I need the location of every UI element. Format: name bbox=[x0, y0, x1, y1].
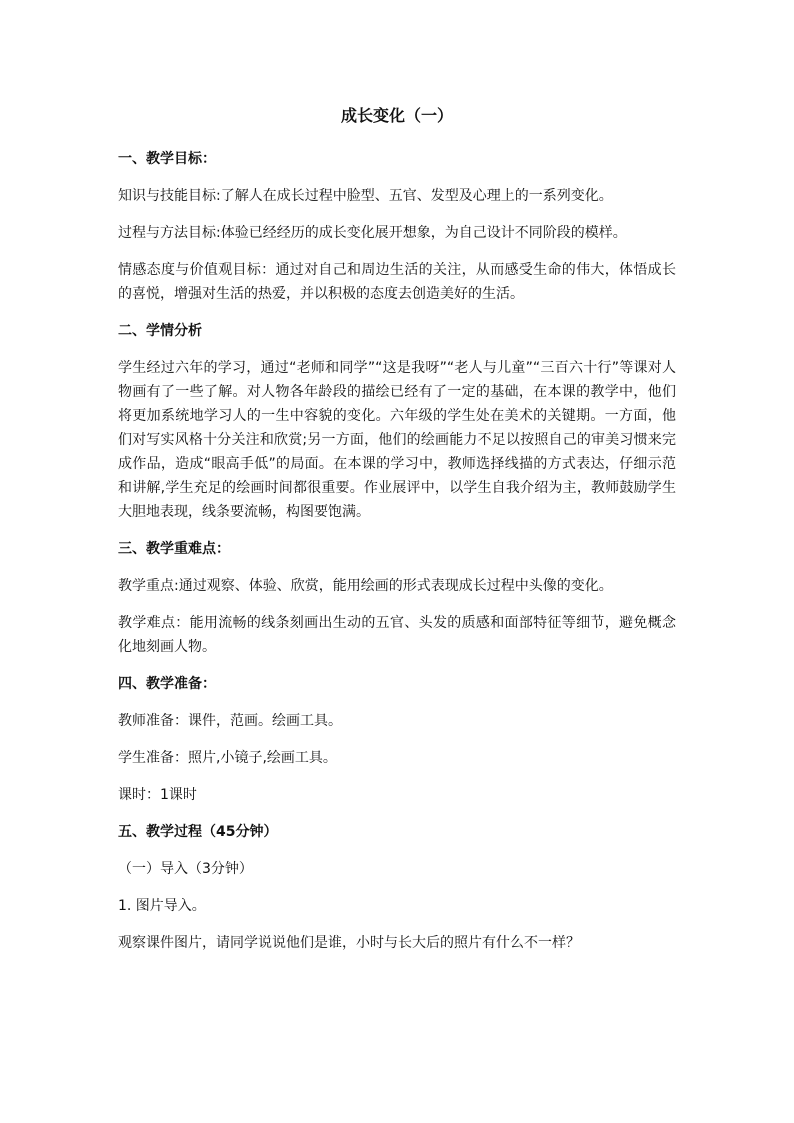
document-title: 成长变化（一） bbox=[340, 106, 453, 125]
class-hours: 课时：1课时 bbox=[118, 787, 197, 803]
process-step-1: 1. 图片导入。 bbox=[118, 898, 206, 914]
teacher-preparation: 教师准备：课件，范画。绘画工具。 bbox=[118, 713, 342, 729]
difficult-point: 教学难点：能用流畅的线条刻画出生动的五官、头发的质感和面部特征等细节，避免概念化地刻画人物。 bbox=[118, 615, 676, 655]
section-heading-objectives: 一、教学目标： bbox=[118, 151, 216, 167]
process-step-1-detail: 观察课件图片，请同学说说他们是谁，小时与长大后的照片有什么不一样？ bbox=[118, 935, 580, 951]
objective-process: 过程与方法目标:体验已经经历的成长变化展开想象，为自己设计不同阶段的模样。 bbox=[118, 225, 627, 241]
key-point: 教学重点:通过观察、体验、欣赏，能用绘画的形式表现成长过程中头像的变化。 bbox=[118, 578, 613, 594]
section-heading-key-points: 三、教学重难点： bbox=[118, 541, 230, 557]
objective-emotion: 情感态度与价值观目标：通过对自己和周边生活的关注，从而感受生命的伟大，体悟成长的喜悦，增强对生活的热爱，并以积极的态度去创造美好的生活。 bbox=[118, 262, 676, 302]
section-heading-analysis: 二、学情分析 bbox=[118, 323, 202, 339]
section-heading-preparation: 四、教学准备： bbox=[118, 676, 216, 692]
section-heading-process: 五、教学过程（45分钟） bbox=[118, 824, 278, 840]
objective-knowledge: 知识与技能目标:了解人在成长过程中脸型、五官、发型及心理上的一系列变化。 bbox=[118, 188, 613, 204]
subsection-introduction: （一）导入（3分钟） bbox=[118, 861, 253, 877]
analysis-paragraph: 学生经过六年的学习，通过“老师和同学”“这是我呀”“老人与儿童”“三百六十行”等课对人物画有了一些了解。对人物各年龄段的描绘已经有了一定的基础，在本课的教学中，他们将更加系统地学习人的一生中容貌的变化。六年级的学生处在美术的关键期。一方面，他们对写实风格十分关注和欣赏;另一方面，他们的绘画能力不足以按照自己的审美习惯来完成作品，造成“眼高手低”的局面。在本课的学习中，教师选择线描的方式表达，仔细示范和讲解,学生充足的绘画时间都很重要。作业展评中，以学生自我介绍为主，教师鼓励学生大胆地表现，线条要流畅，构图要饱满。 bbox=[118, 360, 676, 520]
student-preparation: 学生准备：照片,小镜子,绘画工具。 bbox=[118, 750, 337, 766]
